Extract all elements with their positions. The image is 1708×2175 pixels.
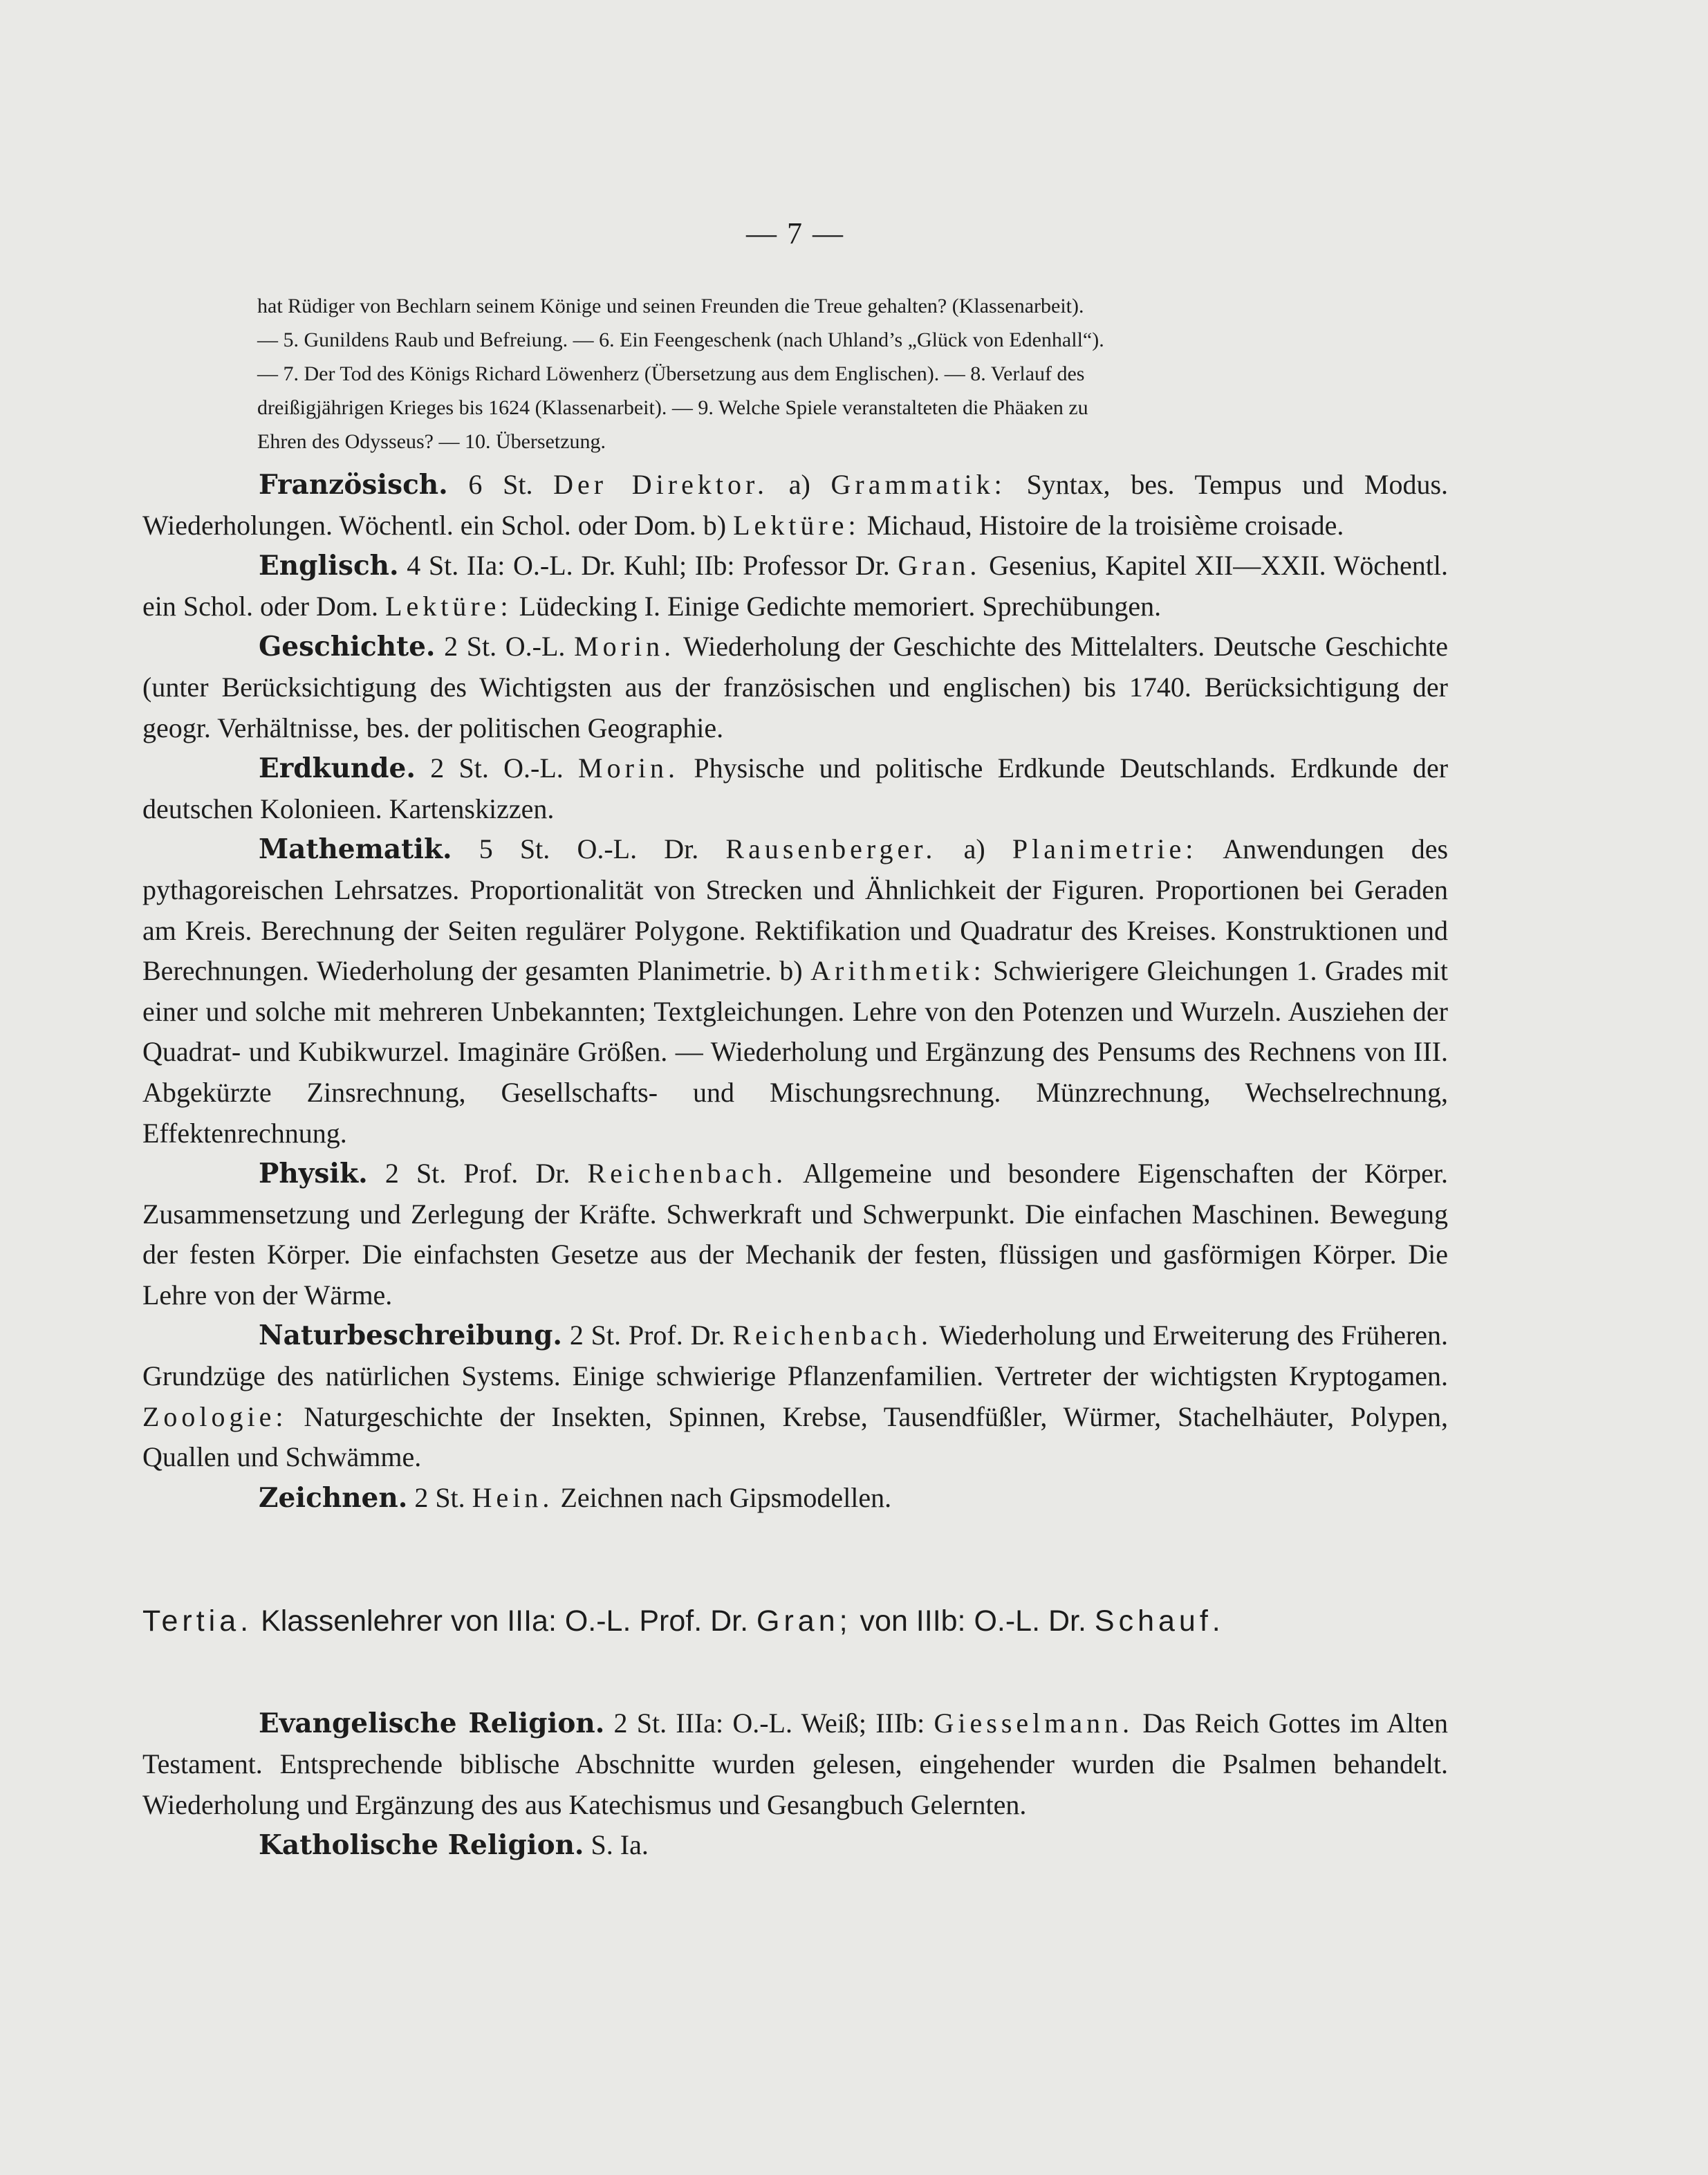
essay-line: dreißigjährigen Krieges bis 1624 (Klassenarbeit). — 9. Welche Spiele veranstalteten die Phäaken zu — [257, 396, 1088, 419]
sub-marker: a) — [788, 469, 810, 500]
section-text: Lüdecking I. Einige Gedichte memoriert. Sprechübungen. — [519, 590, 1162, 622]
sub-label: Grammatik: — [830, 469, 1006, 500]
section-text: Allgemeine und besondere Eigenschaften der Körper. Zusammensetzung und Zerlegung der Kräfte. Schwerkraft und Schwerpunkt. Die einfachen Maschinen. Bewegung der festen Körper. Die einfachsten Gesetze aus der Mechanik der festen, flüssigen und gasförmigen Körper. Die Lehre von der Wärme. — [142, 1158, 1448, 1311]
section-text: Physische und politische Erdkunde Deutschlands. Erdkunde der deutschen Kolonieen. Kartenskizzen. — [142, 752, 1449, 824]
section-hours: 5 St. O.-L. Dr. — [479, 833, 699, 865]
section-franzoesisch — [142, 465, 1448, 546]
sub-label: Arithmetik: — [810, 955, 985, 987]
essay-line: hat Rüdiger von Bechlarn seinem Könige und seinen Freunden die Treue gehalten? (Klassenarbeit). — [257, 295, 1084, 317]
section-teacher: Gran. — [898, 550, 981, 582]
sub-label: Lektüre: — [733, 509, 860, 541]
section-teacher: Reichenbach. — [587, 1158, 788, 1190]
section-naturbeschreibung — [142, 1315, 1448, 1477]
class-teacher: Gran; — [756, 1604, 852, 1638]
section-erdkunde — [142, 748, 1448, 829]
essay-line: — 5. Gunildens Raub und Befreiung. — 6. Ein Feengeschenk (nach Uhland’s „Glück von Edenhall“). — [257, 328, 1104, 351]
section-heading: Englisch. — [259, 550, 399, 582]
sub-marker: b) — [779, 955, 803, 987]
section-text: Michaud, Histoire de la troisième croisade. — [866, 509, 1344, 541]
section-hours: 4 St. — [407, 550, 459, 582]
section-heading: Naturbeschreibung. — [259, 1320, 562, 1352]
section-teacher: Der Direktor. — [553, 469, 769, 500]
section-heading: Geschichte. — [259, 631, 436, 663]
section-heading: Physik. — [259, 1158, 368, 1190]
class-teacher-a: IIa: O.-L. Dr. Kuhl; — [466, 550, 687, 582]
essay-topic-list — [257, 289, 1452, 459]
section-teacher: Morin. — [574, 631, 676, 663]
class-text: Klassenlehrer von IIIa: O.-L. Prof. Dr. — [261, 1604, 749, 1638]
sub-marker: b) — [703, 509, 727, 541]
section-physik — [142, 1154, 1448, 1315]
essay-line: Ehren des Odysseus? — 10. Übersetzung. — [257, 430, 606, 453]
section-hours: 2 St. O.-L. — [430, 752, 564, 784]
section-mathematik — [142, 829, 1448, 1154]
section-teacher: Morin. — [578, 752, 680, 784]
section-hours: 2 St. — [414, 1481, 465, 1513]
section-teacher: Reichenbach. — [732, 1320, 932, 1351]
section-text: Syntax, bes. Tempus und Modus. Wiederholungen. Wöchentl. ein Schol. oder Dom. — [142, 469, 1449, 541]
class-label: Tertia. — [142, 1604, 253, 1638]
sub-label: Zoologie: — [142, 1400, 288, 1432]
section-heading: Mathematik. — [259, 833, 452, 866]
class-teacher: Schauf. — [1094, 1604, 1225, 1638]
section-hours: 2 St. Prof. Dr. — [569, 1320, 725, 1351]
section-hours: 2 St. IIIa: O.-L. Weiß; IIIb: — [613, 1707, 925, 1739]
section-text: Naturgeschichte der Insekten, Spinnen, Krebse, Tausendfüßler, Würmer, Stachelhäuter, Polypen, Quallen und Schwämme. — [142, 1400, 1448, 1473]
section-heading: Zeichnen. — [259, 1481, 408, 1514]
section-heading: Katholische Religion. — [259, 1829, 584, 1862]
sub-label: Lektüre: — [385, 590, 512, 622]
section-text: Anwendungen des pythagoreischen Lehrsatzes. Proportionalität von Strecken und Ähnlichkeit der Figuren. Proportionen bei Geraden am Kreis. Berechnung der Seiten regulärer Polygone. Rektifikation und Quadratur des Kreises. Konstruktionen und Berechnungen. Wiederholung der gesamten Planimetrie. — [142, 833, 1449, 987]
section-heading: Evangelische Religion. — [259, 1707, 605, 1740]
section-text: Das Reich Gottes im Alten Testament. Entsprechende biblische Abschnitte wurden gelesen, eingehender wurden die Psalmen behandelt. Wiederholung und Ergänzung des aus Katechismus und Gesangbuch Gelernten. — [142, 1707, 1449, 1820]
class-teacher-b: IIb: Professor Dr. — [694, 550, 890, 582]
sub-label: Planimetrie: — [1012, 833, 1198, 865]
section-text: Wiederholung und Erweiterung des Früheren. Grundzüge des natürlichen Systems. Einige schwierige Pflanzenfamilien. Vertreter der wichtigsten Kryptogamen. — [142, 1320, 1449, 1392]
class-text: von IIIb: O.-L. Dr. — [860, 1604, 1086, 1638]
section-text: Gesenius, Kapitel XII—XXII. Wöchentl. ein Schol. oder Dom. — [142, 550, 1449, 622]
section-hours: 2 St. Prof. Dr. — [384, 1158, 570, 1190]
section-text: Schwierigere Gleichungen 1. Grades mit einer und solche mit mehreren Unbekannten; Textgleichungen. Lehre von den Potenzen und Wurzeln. Ausziehen der Quadrat- und Kubikwurzel. Imaginäre Größen. — Wiederholung und Ergänzung des Pensums des Rechnens von III. Abgekürzte Zinsrechnung, Gesellschafts- und Mischungsrechnung. Münzrechnung, Wechselrechnung, Effektenrechnung. — [142, 955, 1448, 1149]
section-zeichnen — [142, 1478, 1448, 1519]
essay-line: — 7. Der Tod des Königs Richard Löwenherz (Übersetzung aus dem Englischen). — 8. Verlauf des — [257, 362, 1085, 385]
section-hours: 2 St. O.-L. — [444, 631, 566, 663]
section-text: Wiederholung der Geschichte des Mittelalters. Deutsche Geschichte (unter Berücksichtigung des Wichtigsten aus der französischen und englischen) bis 1740. Berücksichtigung der geogr. Verhältnisse, bes. der politischen Geographie. — [142, 631, 1449, 743]
sub-marker: a) — [963, 833, 985, 865]
section-geschichte — [142, 627, 1448, 748]
section-katholische-religion — [142, 1825, 1448, 1866]
section-text: Zeichnen nach Gipsmodellen. — [560, 1481, 892, 1513]
section-hours: 6 St. — [468, 469, 533, 500]
section-text: S. Ia. — [591, 1829, 649, 1861]
section-teacher: Hein. — [472, 1481, 554, 1513]
section-heading: Französisch. — [259, 469, 448, 501]
section-englisch — [142, 546, 1448, 627]
section-evangelische-religion — [142, 1703, 1448, 1825]
section-teacher: Rausenberger. — [725, 833, 937, 865]
section-teacher: Giesselmann. — [934, 1707, 1134, 1739]
page-number: — 7 — — [746, 216, 844, 250]
section-heading: Erdkunde. — [259, 752, 416, 785]
main-text — [142, 465, 1448, 1866]
tertia-class-heading — [142, 1601, 1448, 1641]
